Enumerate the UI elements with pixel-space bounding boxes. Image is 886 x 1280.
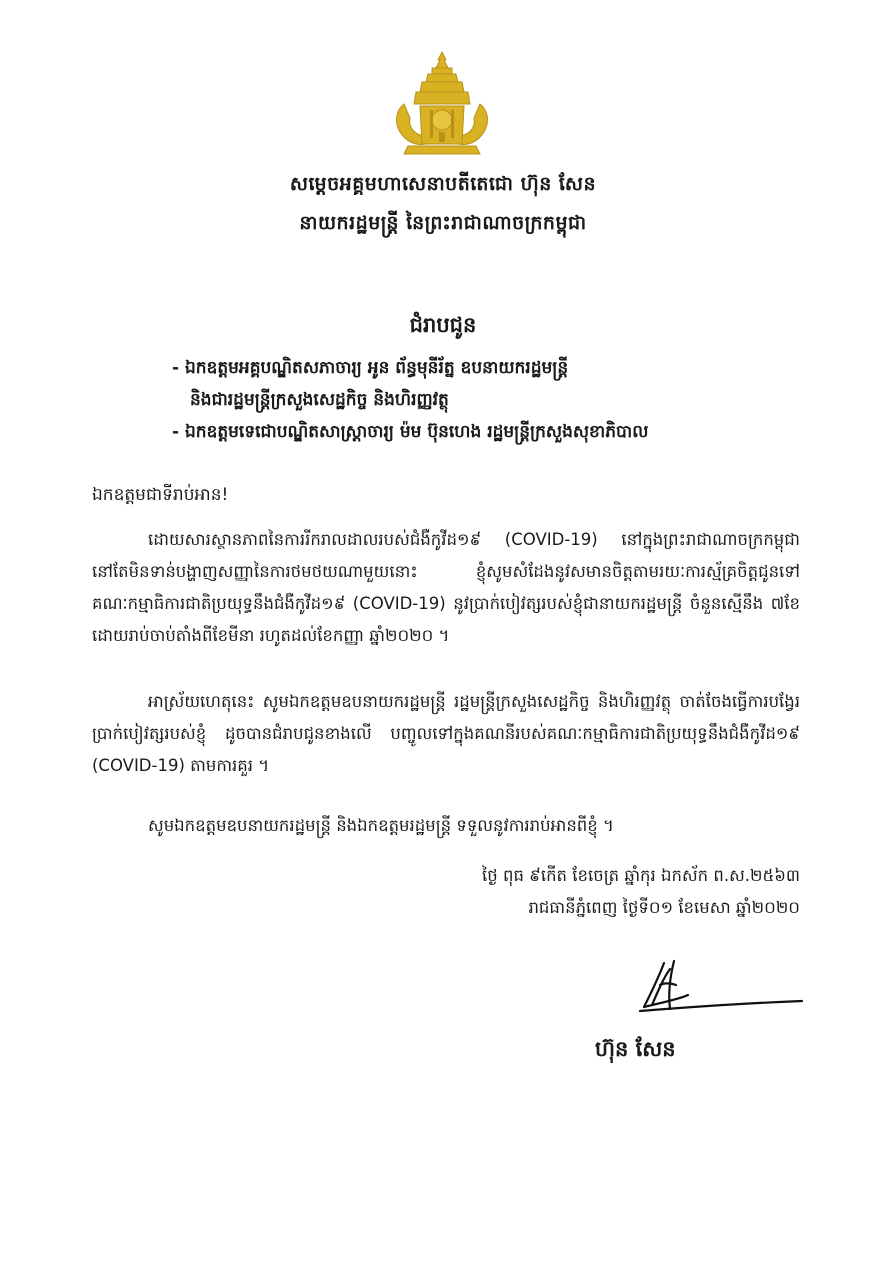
place-date: រាជធានីភ្នំពេញ ថ្ងៃទី០១ ខែមេសា ឆ្នាំ២០២០: [528, 898, 800, 917]
body-paragraph: ដោយសារស្ថានភាពនៃការរីករាលដាលរបស់ជំងឺកូវីដ១៩ (COVID-19) នៅក្នុងព្រះរាជាណាចក្រកម្ពុជា នៅតែមិនទាន់បង្ហាញសញ្ញានៃការថមថយណាមួយនោះ ខ្ញុំសូមសំដែងនូវសមានចិត្តតាមរយៈការស្ម័គ្រចិត្តជូនទៅគណៈកម្មាធិការជាតិប្រយុទ្ធនឹងជំងឺកូវីដ១៩ (COVID-19) នូវប្រាក់បៀវត្សរបស់ខ្ញុំជានាយករដ្ឋមន្ត្រី ចំនួនស្មើនឹង ៧ខែ ដោយរាប់ចាប់តាំងពីខែមីនា រហូតដល់ខែកញ្ញា ឆ្នាំ២០២០ ។: [92, 530, 800, 645]
recipient-line: និងជារដ្ឋមន្ត្រីក្រសួងសេដ្ឋកិច្ច និងហិរញ្ញវត្ថុ: [190, 390, 449, 410]
sender-title: សម្តេចអគ្គមហាសេនាបតីតេជោ ហ៊ុន សែន: [289, 173, 597, 195]
date-block: [482, 860, 800, 924]
body-paragraph: សូមឯកឧត្តមឧបនាយករដ្ឋមន្ត្រី និងឯកឧត្តមរដ្ឋមន្ត្រី ទទួលនូវការរាប់អានពីខ្ញុំ ។: [148, 816, 614, 835]
recipient-line: - ឯកឧត្តមទេជោបណ្ឌិតសាស្ត្រាចារ្យ ម៉ម ប៊ុនហេង រដ្ឋមន្ត្រីក្រសួងសុខាភិបាល: [172, 422, 649, 442]
signature-icon: [630, 955, 810, 1025]
lunar-date: ថ្ងៃ ពុធ ៩កើត ខែចេត្រ ឆ្នាំកុរ ឯកស័ក ព.ស.២៥៦៣: [482, 866, 800, 885]
recipient-list: [172, 352, 812, 448]
body-paragraph: អាស្រ័យហេតុនេះ សូមឯកឧត្តមឧបនាយករដ្ឋមន្ត្រី រដ្ឋមន្ត្រីក្រសួងសេដ្ឋកិច្ច និងហិរញ្ញវត្ថុ ចាត់ចែងធ្វើការបង្វែរប្រាក់បៀវត្សរបស់ខ្ញុំ ដូចបានជំរាបជូនខាងលើ បញ្ចូលទៅក្នុងគណនីរបស់គណៈកម្មាធិការជាតិប្រយុទ្ធនឹងជំងឺកូវីដ១៩ (COVID-19) តាមការគួរ ។: [92, 692, 800, 775]
salutation: ឯកឧត្តមជាទីរាប់អាន!: [92, 485, 229, 505]
royal-emblem-icon: [386, 48, 498, 158]
sender-position: នាយករដ្ឋមន្ត្រី នៃព្រះរាជាណាចក្រកម្ពុជា: [299, 212, 587, 234]
recipient-line: - ឯកឧត្តមអគ្គបណ្ឌិតសភាចារ្យ អូន ព័ន្ធមុនីរ័ត្ន ឧបនាយករដ្ឋមន្ត្រី: [172, 358, 569, 378]
signer-name: ហ៊ុន សែន: [595, 1037, 676, 1061]
recipient-heading: ជំរាបជូន: [409, 313, 477, 337]
